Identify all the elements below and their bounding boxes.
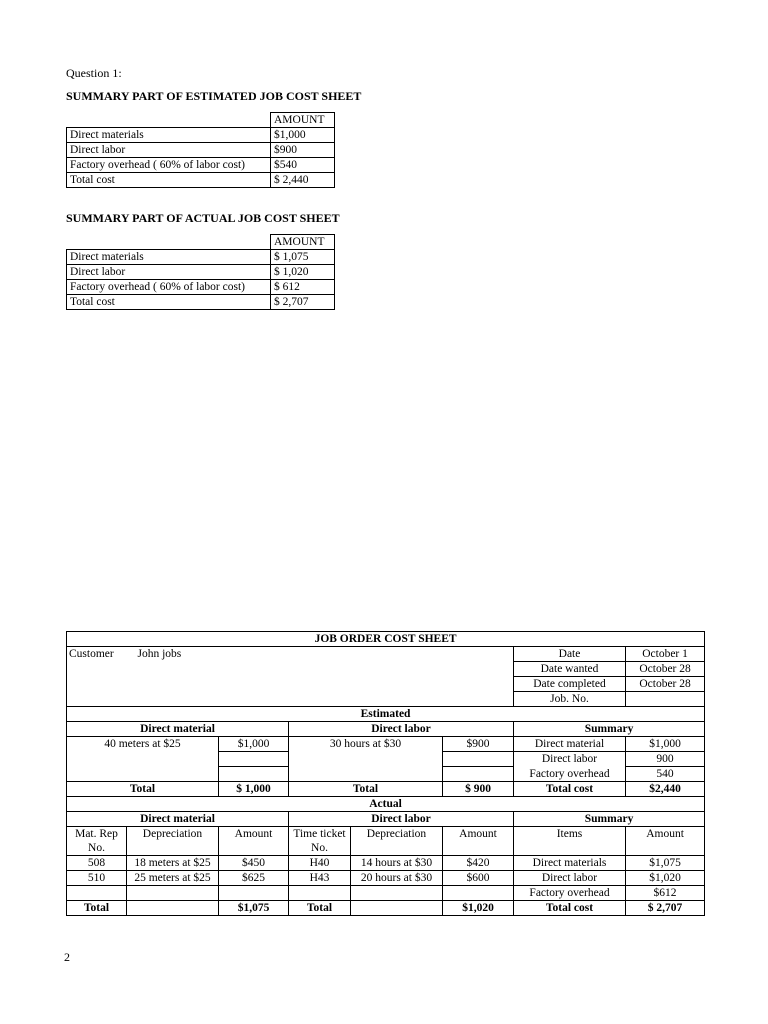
summary-item: Direct labor [514,871,626,886]
amount-header: AMOUNT [271,235,335,250]
est-summary-item: Factory overhead [514,767,626,782]
labor-description: 20 hours at $30 [351,871,443,886]
col-header: Amount [219,827,289,856]
act-dm-total: $1,075 [219,901,289,916]
actual-section-label: Actual [67,797,705,812]
date-completed-value: October 28 [626,677,705,692]
row-amount: $900 [271,143,335,158]
table-row [67,158,335,173]
row-amount: $ 2,440 [271,173,335,188]
table-row [67,250,335,265]
summary-amount: $1,020 [626,871,705,886]
labor-amount: $600 [443,871,514,886]
estimated-summary-table [66,112,335,188]
est-direct-material-header: Direct material [67,722,289,737]
date-label: Date [514,647,626,662]
act-dl-total-label: Total [289,901,351,916]
col-header: Depreciation [351,827,443,856]
table-row [67,143,335,158]
blank-cell [67,886,127,901]
blank-cell [67,113,271,128]
est-dm-amount: $1,000 [219,737,289,752]
actual-summary-heading: SUMMARY PART OF ACTUAL JOB COST SHEET [66,211,340,225]
customer-cell [67,647,514,707]
table-row [67,113,335,128]
time-ticket-no: H40 [289,856,351,871]
table-row [67,235,335,250]
summary-item: Factory overhead [514,886,626,901]
col-header: Depreciation [127,827,219,856]
mat-rep-no: 508 [67,856,127,871]
row-amount: $1,000 [271,128,335,143]
job-sheet-title: JOB ORDER COST SHEET [67,632,705,647]
col-header: Items [514,827,626,856]
est-summary-amount: 900 [626,752,705,767]
est-dm-total: $ 1,000 [219,782,289,797]
job-no-label: Job. No. [514,692,626,707]
table-row [67,280,335,295]
row-label: Direct labor [67,143,271,158]
act-total-cost: $ 2,707 [626,901,705,916]
row-amount: $ 1,075 [271,250,335,265]
date-wanted-label: Date wanted [514,662,626,677]
blank-cell [351,886,443,901]
material-amount: $450 [219,856,289,871]
act-total-cost-label: Total cost [514,901,626,916]
est-summary-item: Direct material [514,737,626,752]
date-value: October 1 [626,647,705,662]
date-wanted-value: October 28 [626,662,705,677]
col-header: Amount [626,827,705,856]
row-label: Total cost [67,295,271,310]
mat-rep-no: 510 [67,871,127,886]
est-dm-total-label: Total [67,782,219,797]
est-summary-header: Summary [514,722,705,737]
est-summary-amount: $1,000 [626,737,705,752]
row-label: Direct labor [67,265,271,280]
est-summary-amount: 540 [626,767,705,782]
act-dm-total-label: Total [67,901,127,916]
est-total-cost-label: Total cost [514,782,626,797]
job-order-cost-sheet [66,631,705,916]
blank-cell [67,235,271,250]
blank-cell [219,752,289,767]
actual-summary-table [66,234,335,310]
job-no-value [626,692,705,707]
act-direct-labor-header: Direct labor [289,812,514,827]
est-dl-total: $ 900 [443,782,514,797]
material-description: 18 meters at $25 [127,856,219,871]
estimated-section-label: Estimated [67,707,705,722]
blank-cell [289,886,351,901]
act-dl-total: $1,020 [443,901,514,916]
table-row [67,265,335,280]
amount-header: AMOUNT [271,113,335,128]
est-direct-labor-header: Direct labor [289,722,514,737]
customer-name: John jobs [137,648,182,660]
material-description: 25 meters at $25 [127,871,219,886]
table-row [67,173,335,188]
labor-description: 14 hours at $30 [351,856,443,871]
blank-cell [443,886,514,901]
labor-amount: $420 [443,856,514,871]
act-summary-header: Summary [514,812,705,827]
est-dl-amount: $900 [443,737,514,752]
est-summary-item: Direct labor [514,752,626,767]
blank-cell [351,901,443,916]
estimated-summary-heading: SUMMARY PART OF ESTIMATED JOB COST SHEET [66,89,362,103]
summary-amount: $1,075 [626,856,705,871]
material-amount: $625 [219,871,289,886]
row-label: Factory overhead ( 60% of labor cost) [67,280,271,295]
table-row [67,128,335,143]
blank-cell [219,767,289,782]
table-row [67,295,335,310]
row-amount: $540 [271,158,335,173]
date-completed-label: Date completed [514,677,626,692]
blank-cell [219,886,289,901]
row-label: Total cost [67,173,271,188]
blank-cell [443,752,514,767]
summary-item: Direct materials [514,856,626,871]
row-amount: $ 2,707 [271,295,335,310]
blank-cell [127,901,219,916]
act-direct-material-header: Direct material [67,812,289,827]
blank-cell [127,886,219,901]
col-header: Mat. Rep No. [67,827,127,856]
blank-cell [443,767,514,782]
est-dm-description: 40 meters at $25 [67,737,219,782]
row-label: Direct materials [67,128,271,143]
question-label: Question 1: [66,66,122,80]
row-amount: $ 1,020 [271,265,335,280]
row-amount: $ 612 [271,280,335,295]
table-row [67,871,705,886]
row-label: Factory overhead ( 60% of labor cost) [67,158,271,173]
col-header: Time ticket No. [289,827,351,856]
table-row [67,856,705,871]
col-header: Amount [443,827,514,856]
row-label: Direct materials [67,250,271,265]
summary-amount: $612 [626,886,705,901]
est-dl-total-label: Total [289,782,443,797]
page-number: 2 [64,950,70,964]
est-total-cost: $2,440 [626,782,705,797]
customer-label: Customer [69,648,114,660]
time-ticket-no: H43 [289,871,351,886]
est-dl-description: 30 hours at $30 [289,737,443,782]
